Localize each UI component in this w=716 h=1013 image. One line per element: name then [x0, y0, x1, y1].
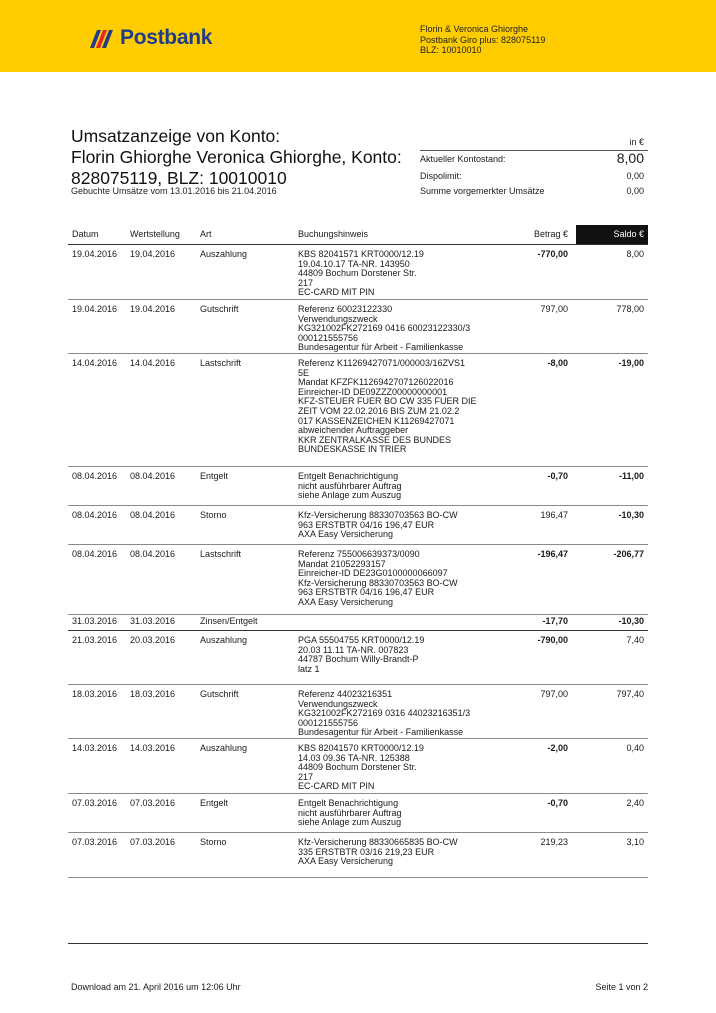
col-value-date: Wertstellung [130, 229, 180, 239]
row-amount: -2,00 [547, 743, 568, 753]
row-amount: -770,00 [537, 249, 568, 259]
row-note-line: AXA Easy Versicherung [298, 856, 394, 867]
row-note-line: Mandat 21052293157 [298, 558, 386, 569]
row-value-date: 08.04.2016 [130, 510, 176, 520]
col-note: Buchungshinweis [298, 229, 369, 239]
row-note-line: 217 [298, 771, 314, 782]
table-row [68, 739, 648, 794]
current-balance-value: 8,00 [616, 150, 644, 166]
row-note-line: EC-CARD MIT PIN [298, 781, 375, 792]
row-value-date: 19.04.2016 [130, 249, 176, 259]
row-value-date: 07.03.2016 [130, 837, 176, 847]
table-row [68, 631, 648, 685]
row-note-line: KKR ZENTRALKASSE DES BUNDES [298, 434, 452, 445]
row-saldo: -206,77 [613, 549, 644, 559]
row-date: 14.03.2016 [72, 743, 118, 753]
row-amount: 797,00 [540, 304, 568, 314]
row-note-line: siehe Anlage zum Auszug [298, 490, 402, 501]
currency-label: in € [629, 137, 644, 147]
row-note-line: AXA Easy Versicherung [298, 596, 394, 607]
row-type: Entgelt [200, 798, 229, 808]
row-note-line: nicht ausführbarer Auftrag [298, 807, 402, 818]
row-value-date: 19.04.2016 [130, 304, 176, 314]
table-row [68, 467, 648, 506]
row-amount: -790,00 [537, 635, 568, 645]
row-note-line: 44787 Bochum Willy-Brandt-P [298, 654, 419, 665]
row-date: 08.04.2016 [72, 549, 118, 559]
row-note-line: Referenz 755006639373/0090 [298, 549, 420, 559]
blz-line: BLZ: 10010010 [420, 45, 482, 55]
row-type: Auszahlung [200, 635, 248, 645]
row-date: 08.04.2016 [72, 471, 118, 481]
row-date: 08.04.2016 [72, 510, 118, 520]
row-type: Storno [200, 510, 227, 520]
row-note-line: 017 KASSENZEICHEN K11269427071 [298, 415, 455, 426]
row-saldo: 0,40 [626, 743, 644, 753]
row-type: Gutschrift [200, 689, 239, 699]
col-amount: Betrag € [533, 229, 568, 239]
transactions-table [68, 245, 648, 878]
table-row [68, 506, 648, 545]
row-note-line: latz 1 [298, 663, 320, 674]
row-value-date: 08.04.2016 [130, 471, 176, 481]
row-note [298, 250, 424, 298]
row-saldo: -10,30 [618, 616, 644, 626]
marked-sum-value: 0,00 [626, 186, 644, 196]
row-note-line: KG321002FK272169 0316 44023216351/3 [298, 708, 471, 719]
row-value-date: 20.03.2016 [130, 635, 176, 645]
row-date: 14.04.2016 [72, 358, 118, 368]
account-info [420, 24, 545, 56]
current-balance-row [420, 150, 644, 166]
row-note-line: PGA 55504755 KRT0000/12.19 [298, 635, 425, 645]
row-date: 07.03.2016 [72, 837, 118, 847]
row-saldo: 2,40 [626, 798, 644, 808]
row-note-line: nicht ausführbarer Auftrag [298, 480, 402, 491]
row-type: Zinsen/Entgelt [200, 616, 258, 626]
page-title [71, 126, 402, 189]
row-value-date: 31.03.2016 [130, 616, 176, 626]
title-line-2: Florin Ghiorghe Veronica Ghiorghe, Konto: [71, 147, 402, 167]
row-note-line: 19.04.10.17 TA-NR. 143950 [298, 258, 410, 269]
table-row [68, 545, 648, 615]
brand-name: Postbank [120, 26, 213, 49]
header-band [0, 0, 716, 72]
row-type: Gutschrift [200, 304, 239, 314]
booking-period: Gebuchte Umsätze vom 13.01.2016 bis 21.04.2016 [71, 186, 277, 196]
row-note-line: 335 ERSTBTR 03/16 219,23 EUR [298, 846, 435, 857]
row-note-line: 14.03 09.36 TA-NR. 125388 [298, 752, 410, 763]
row-note [298, 690, 470, 738]
row-note [298, 550, 458, 608]
row-note-line: 5E [298, 367, 310, 378]
row-saldo: -19,00 [618, 358, 644, 368]
page-number: Seite 1 von 2 [595, 982, 648, 992]
transactions-table-header [68, 225, 648, 245]
account-holder: Florin & Veronica Ghiorghe [420, 24, 529, 34]
title-line-3: 828075119, BLZ: 10010010 [71, 168, 287, 188]
table-row [68, 794, 648, 833]
row-note-line: Bundesagentur für Arbeit - Familienkasse [298, 342, 464, 353]
row-note-line: 963 ERSTBTR 04/16 196,47 EUR [298, 519, 435, 530]
table-row [68, 245, 648, 300]
row-value-date: 08.04.2016 [130, 549, 176, 559]
row-value-date: 14.03.2016 [130, 743, 176, 753]
table-row [68, 615, 648, 631]
row-type: Lastschrift [200, 549, 242, 559]
row-amount: -0,70 [547, 471, 568, 481]
row-note [298, 744, 424, 792]
row-amount: 196,47 [540, 510, 568, 520]
row-date: 19.04.2016 [72, 249, 118, 259]
row-note-line: siehe Anlage zum Auszug [298, 817, 402, 828]
row-note-line: EC-CARD MIT PIN [298, 287, 375, 298]
row-type: Entgelt [200, 471, 229, 481]
row-note-line: Einreicher-ID DE09ZZZ00000000001 [298, 386, 448, 397]
row-note [298, 511, 458, 540]
table-row [68, 354, 648, 467]
col-date: Datum [72, 229, 99, 239]
table-row [68, 833, 648, 878]
marked-sum-row [420, 186, 644, 196]
row-type: Storno [200, 837, 227, 847]
row-note-line: Kfz-Versicherung 88330703563 BO-CW [298, 577, 458, 588]
row-amount: 219,23 [540, 837, 568, 847]
dispo-row [420, 171, 644, 181]
row-date: 18.03.2016 [72, 689, 118, 699]
row-note-line: Bundesagentur für Arbeit - Familienkasse [298, 727, 464, 738]
row-note-line: Referenz 44023216351 [298, 689, 393, 699]
row-note-line: Entgelt Benachrichtigung [298, 798, 399, 808]
row-note-line: BUNDESKASSE IN TRIER [298, 444, 407, 455]
col-type: Art [200, 229, 212, 239]
row-date: 07.03.2016 [72, 798, 118, 808]
row-note-line: KBS 82041570 KRT0000/12.19 [298, 743, 424, 753]
row-saldo: 3,10 [626, 837, 644, 847]
row-date: 31.03.2016 [72, 616, 118, 626]
current-balance-label: Aktueller Kontostand: [420, 154, 506, 164]
title-line-1: Umsatzanzeige von Konto: [71, 126, 281, 146]
row-note [298, 636, 424, 674]
row-note-line: Mandat KFZFK1126942707126022016 [298, 377, 454, 388]
postbank-logo [88, 26, 212, 50]
marked-sum-label: Summe vorgemerkter Umsätze [420, 186, 545, 196]
row-note-line: 000121555756 [298, 332, 359, 343]
row-note-line: 20.03 11.11 TA-NR. 007823 [298, 644, 409, 655]
row-saldo: 7,40 [626, 635, 644, 645]
table-row [68, 300, 648, 354]
row-note [298, 305, 470, 353]
row-note-line: Referenz 60023122330 [298, 304, 393, 314]
dispo-value: 0,00 [626, 171, 644, 181]
col-saldo: Saldo € [576, 225, 648, 244]
download-timestamp: Download am 21. April 2016 um 12:06 Uhr [71, 982, 241, 992]
row-note-line: ZEIT VOM 22.02.2016 BIS ZUM 21.02.2 [298, 405, 460, 416]
row-value-date: 18.03.2016 [130, 689, 176, 699]
row-amount: -8,00 [547, 358, 568, 368]
row-type: Lastschrift [200, 358, 242, 368]
row-saldo: -11,00 [618, 471, 644, 481]
row-date: 21.03.2016 [72, 635, 118, 645]
row-value-date: 07.03.2016 [130, 798, 176, 808]
row-note-line: Kfz-Versicherung 88330703563 BO-CW [298, 510, 458, 520]
row-saldo: 778,00 [616, 304, 644, 314]
dispo-label: Dispolimit: [420, 171, 462, 181]
row-note-line: 217 [298, 277, 314, 288]
row-note-line: 963 ERSTBTR 04/16 196,47 EUR [298, 587, 435, 598]
row-note-line: Verwendungszweck [298, 313, 378, 324]
row-type: Auszahlung [200, 743, 248, 753]
row-type: Auszahlung [200, 249, 248, 259]
row-note-line: KFZ-STEUER FUER BO CW 335 FUER DIE [298, 396, 477, 407]
row-note-line: KG321002FK272169 0416 60023122330/3 [298, 323, 471, 334]
row-saldo: -10,30 [618, 510, 644, 520]
bottom-divider [68, 943, 648, 944]
row-note-line: Entgelt Benachrichtigung [298, 471, 399, 481]
row-note-line: AXA Easy Versicherung [298, 529, 394, 540]
row-amount: 797,00 [540, 689, 568, 699]
row-note-line: Kfz-Versicherung 88330665835 BO-CW [298, 837, 458, 847]
row-saldo: 8,00 [626, 249, 644, 259]
balance-divider [420, 150, 648, 151]
row-note-line: 000121555756 [298, 717, 359, 728]
row-note-line: 44809 Bochum Dorstener Str. [298, 268, 417, 279]
table-row [68, 685, 648, 739]
row-saldo: 797,40 [616, 689, 644, 699]
row-note-line: 44809 Bochum Dorstener Str. [298, 762, 417, 773]
row-note-line: Referenz K11269427071/000003/16ZVS1 [298, 358, 465, 368]
row-note-line: abweichender Auftraggeber [298, 425, 409, 436]
row-date: 19.04.2016 [72, 304, 118, 314]
row-value-date: 14.04.2016 [130, 358, 176, 368]
row-note [298, 838, 458, 867]
row-note-line: KBS 82041571 KRT0000/12.19 [298, 249, 424, 259]
row-note [298, 799, 402, 828]
account-number-line: Postbank Giro plus: 828075119 [420, 34, 546, 45]
row-amount: -196,47 [537, 549, 568, 559]
row-note-line: Einreicher-ID DE23G0100000066097 [298, 568, 448, 579]
row-note [298, 359, 477, 455]
postbank-logo-icon [88, 27, 116, 49]
row-amount: -17,70 [542, 616, 568, 626]
row-note-line: Verwendungszweck [298, 698, 378, 709]
row-amount: -0,70 [547, 798, 568, 808]
row-note [298, 472, 402, 501]
